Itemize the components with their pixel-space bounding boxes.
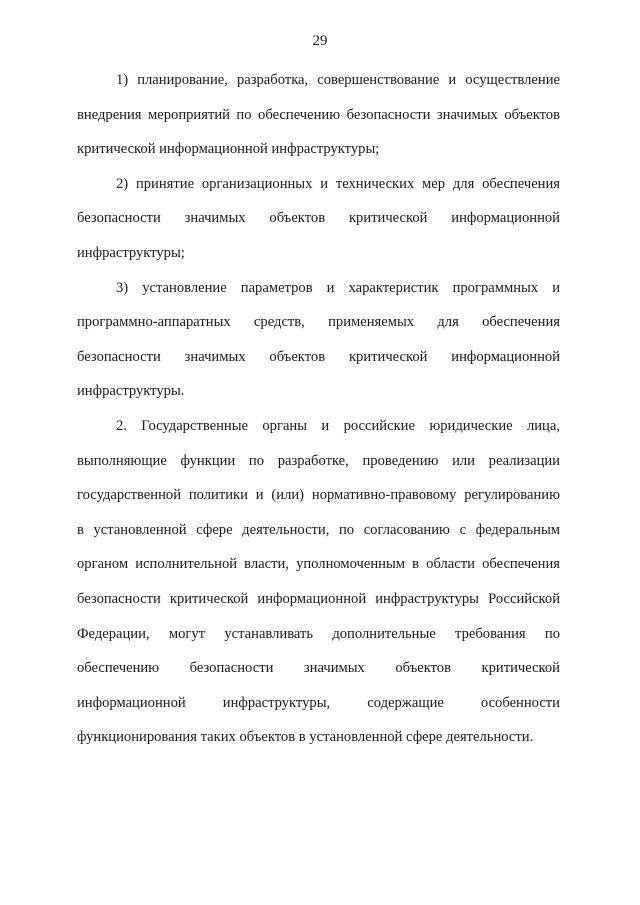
text-line: 1) планирование, разработка, совершенствование и осуществление <box>116 72 560 88</box>
text-line: обеспечению безопасности значимых объектов критической <box>77 660 560 677</box>
text-line: безопасности критической информационной инфраструктуры Российской <box>77 590 560 607</box>
text-line: 3) установление параметров и характеристик программных и <box>116 279 560 296</box>
text-line: инфраструктуры. <box>77 383 185 400</box>
page-number: 29 <box>312 33 328 49</box>
text-line: безопасности значимых объектов критической информационной <box>77 348 560 365</box>
text-line: внедрения мероприятий по обеспечению безопасности значимых объектов <box>77 106 560 123</box>
text-line: критической информационной инфраструктуры; <box>77 141 380 158</box>
text-line: программно-аппаратных средств, применяемых для обеспечения <box>77 314 560 331</box>
text-line: государственной политики и (или) нормативно-правовому регулированию <box>77 487 560 504</box>
text-line: функционирования таких объектов в установленной сфере деятельности. <box>77 729 534 746</box>
section-paragraph-2 <box>77 409 560 755</box>
text-line: 2. Государственные органы и российские юридические лица, <box>116 417 560 434</box>
text-line: безопасности значимых объектов критической информационной <box>77 210 560 227</box>
text-line: 2) принятие организационных и технических мер для обеспечения <box>116 175 560 192</box>
list-item-2 <box>77 167 560 271</box>
list-item-3 <box>77 271 560 409</box>
text-line: в установленной сфере деятельности, по согласованию с федеральным <box>77 521 560 538</box>
list-item-1 <box>77 63 560 167</box>
text-line: информационной инфраструктуры, содержащие особенности <box>77 694 560 711</box>
text-line: Федерации, могут устанавливать дополнительные требования по <box>77 625 560 642</box>
document-body <box>77 63 560 755</box>
text-line: органом исполнительной власти, уполномоченным в области обеспечения <box>77 556 560 573</box>
text-line: инфраструктуры; <box>77 244 185 261</box>
text-line: выполняющие функции по разработке, проведению или реализации <box>77 452 560 469</box>
